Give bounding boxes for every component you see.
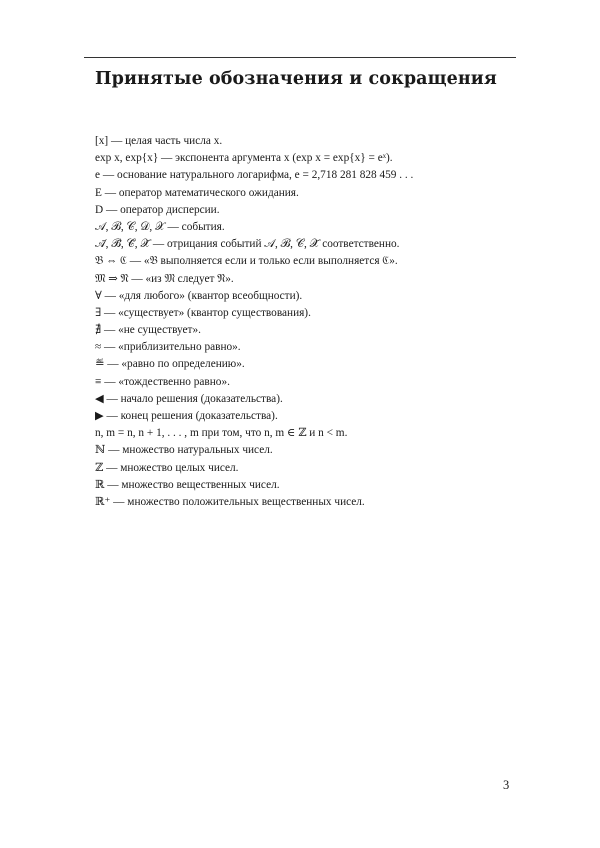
- notation-entry-forall: ∀ — «для любого» (квантор всеобщности).: [95, 289, 303, 302]
- notation-entry-implication: 𝔐 ⇒ 𝔑 — «из 𝔐 следует 𝔑».: [95, 272, 234, 285]
- notation-entry-approx: ≈ — «приблизительно равно».: [95, 341, 241, 354]
- page-title: Принятые обозначения и сокращения: [95, 69, 497, 89]
- notation-entry-not-exists: ∄ — «не существует».: [95, 324, 201, 337]
- notation-entry-exists: ∃ — «существует» (квантор существования).: [95, 306, 311, 319]
- page-number: 3: [503, 778, 510, 792]
- notation-entry-reals: ℝ — множество вещественных чисел.: [95, 478, 280, 491]
- notation-entry-def-equal: ≝ — «равно по определению».: [95, 358, 245, 371]
- notation-entry-event-negations: 𝒜̄, ℬ̄, 𝒞̄, 𝒳̄ — отрицания событий 𝒜, ℬ, 𝒞, 𝒳̄ соответственно.: [95, 238, 400, 251]
- notation-entry-events: 𝒜, ℬ, 𝒞, 𝒟, 𝒳 — события.: [95, 220, 225, 233]
- notation-entry-identical: ≡ — «тождественно равно».: [95, 375, 230, 388]
- notation-entry-integer-part: [x] — целая часть числа x.: [95, 135, 223, 147]
- notation-entry-equivalence: 𝔅 ⇔ ℭ — «𝔅 выполняется если и только если выполняется ℭ».: [95, 255, 398, 268]
- top-rule: [84, 57, 516, 58]
- notation-entry-range: n, m = n, n + 1, . . . , m при том, что n, m ∈ ℤ и n < m.: [95, 427, 348, 440]
- notation-entry-proof-start: ◀ — начало решения (доказательства).: [95, 392, 283, 405]
- notation-entry-euler-number: e — основание натурального логарифма, e = 2,718 281 828 459 . . .: [95, 169, 414, 182]
- notation-entry-naturals: ℕ — множество натуральных чисел.: [95, 444, 273, 457]
- notation-entry-integers: ℤ — множество целых чисел.: [95, 461, 239, 474]
- notation-list: [95, 133, 413, 511]
- notation-entry-proof-end: ▶ — конец решения (доказательства).: [95, 410, 278, 422]
- notation-entry-expectation: E — оператор математического ожидания.: [95, 186, 299, 199]
- notation-entry-exponent: exp x, exp{x} — экспонента аргумента x (exp x = exp{x} = eˣ).: [95, 152, 393, 165]
- notation-entry-variance: D — оператор дисперсии.: [95, 203, 220, 216]
- notation-entry-positive-reals: ℝ⁺ — множество положительных вещественных чисел.: [95, 495, 365, 508]
